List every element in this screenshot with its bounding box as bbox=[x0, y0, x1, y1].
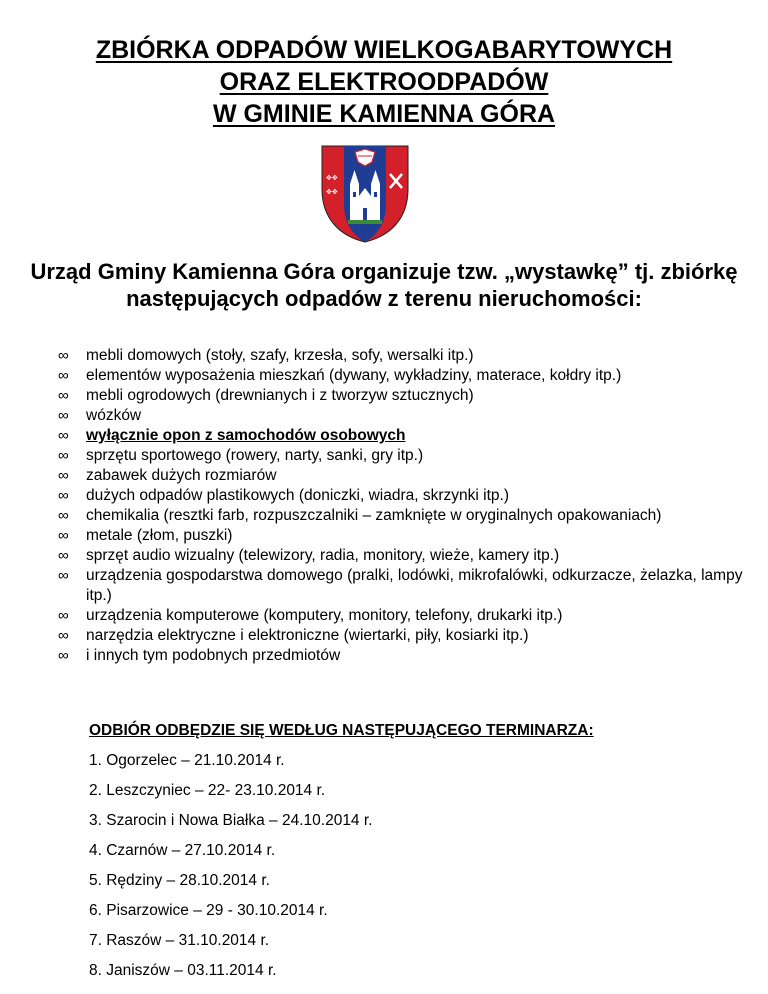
infinity-bullet-icon: ∞ bbox=[58, 627, 69, 644]
infinity-bullet-icon: ∞ bbox=[58, 427, 69, 444]
intro-text: Urząd Gminy Kamienna Góra organizuje tzw. „wystawkę” tj. zbiórkę następujących odpadów z terenu nieruchomości: bbox=[30, 259, 738, 311]
list-item bbox=[58, 646, 748, 666]
infinity-bullet-icon: ∞ bbox=[58, 507, 69, 524]
list-item bbox=[58, 386, 748, 406]
list-item bbox=[58, 346, 748, 366]
list-item-text: wyłącznie opon z samochodów osobowych bbox=[86, 427, 406, 444]
list-item bbox=[58, 626, 748, 646]
list-item bbox=[58, 546, 748, 566]
schedule-entry: 1. Ogorzelec – 21.10.2014 r. bbox=[89, 752, 285, 769]
list-item-text: zabawek dużych rozmiarów bbox=[86, 467, 277, 484]
infinity-bullet-icon: ∞ bbox=[58, 347, 69, 364]
list-item-text: sprzęt audio wizualny (telewizory, radia, monitory, wieże, kamery itp.) bbox=[86, 547, 560, 564]
svg-text:✥✥: ✥✥ bbox=[326, 174, 338, 182]
list-item bbox=[58, 426, 748, 446]
infinity-bullet-icon: ∞ bbox=[58, 547, 69, 564]
schedule-heading: ODBIÓR ODBĘDZIE SIĘ WEDŁUG NASTĘPUJĄCEGO TERMINARZA: bbox=[89, 722, 594, 739]
schedule-entry: 4. Czarnów – 27.10.2014 r. bbox=[89, 842, 276, 859]
list-item-text: dużych odpadów plastikowych (doniczki, wiadra, skrzynki itp.) bbox=[86, 487, 509, 504]
schedule-entry: 3. Szarocin i Nowa Białka – 24.10.2014 r. bbox=[89, 812, 373, 829]
list-item-text: wózków bbox=[86, 407, 142, 424]
schedule-entry: 6. Pisarzowice – 29 - 30.10.2014 r. bbox=[89, 902, 328, 919]
list-item bbox=[58, 366, 748, 386]
list-item-text: narzędzia elektryczne i elektroniczne (wiertarki, piły, kosiarki itp.) bbox=[86, 627, 529, 644]
list-item-text: chemikalia (resztki farb, rozpuszczalniki – zamknięte w oryginalnych opakowaniach) bbox=[86, 507, 662, 524]
schedule-entry: 5. Rędziny – 28.10.2014 r. bbox=[89, 872, 270, 889]
infinity-bullet-icon: ∞ bbox=[58, 527, 69, 544]
list-item bbox=[58, 606, 748, 626]
page-title bbox=[0, 34, 768, 130]
schedule-entry: 2. Leszczyniec – 22- 23.10.2014 r. bbox=[89, 782, 326, 799]
infinity-bullet-icon: ∞ bbox=[58, 487, 69, 504]
list-item-text: urządzenia komputerowe (komputery, monitory, telefony, drukarki itp.) bbox=[86, 607, 563, 624]
list-item-text: mebli domowych (stoły, szafy, krzesła, sofy, wersalki itp.) bbox=[86, 347, 474, 364]
infinity-bullet-icon: ∞ bbox=[58, 407, 69, 424]
list-item bbox=[58, 486, 748, 506]
list-item bbox=[58, 446, 748, 466]
schedule-entry: 8. Janiszów – 03.11.2014 r. bbox=[89, 962, 277, 979]
title-line-2: ORAZ ELEKTROODPADÓW bbox=[219, 68, 549, 96]
waste-items-list bbox=[58, 346, 748, 666]
title-line-1: ZBIÓRKA ODPADÓW WIELKOGABARYTOWYCH bbox=[95, 36, 673, 64]
schedule-entry: 7. Raszów – 31.10.2014 r. bbox=[89, 932, 270, 949]
list-item bbox=[58, 526, 748, 546]
list-item-text: metale (złom, puszki) bbox=[86, 527, 233, 544]
list-item-text: sprzętu sportowego (rowery, narty, sanki, gry itp.) bbox=[86, 447, 424, 464]
infinity-bullet-icon: ∞ bbox=[58, 567, 69, 584]
infinity-bullet-icon: ∞ bbox=[58, 607, 69, 624]
list-item-text: i innych tym podobnych przedmiotów bbox=[86, 647, 341, 664]
infinity-bullet-icon: ∞ bbox=[58, 447, 69, 464]
list-item-text: urządzenia gospodarstwa domowego (pralki, lodówki, mikrofalówki, odkurzacze, żelazka, lampy itp.) bbox=[86, 567, 743, 604]
title-line-3: W GMINIE KAMIENNA GÓRA bbox=[212, 100, 556, 128]
infinity-bullet-icon: ∞ bbox=[58, 647, 69, 664]
list-item bbox=[58, 506, 748, 526]
schedule-list bbox=[89, 752, 372, 992]
list-item bbox=[58, 466, 748, 486]
list-item-text: elementów wyposażenia mieszkań (dywany, wykładziny, materace, kołdry itp.) bbox=[86, 367, 622, 384]
svg-text:✥✥: ✥✥ bbox=[326, 188, 338, 196]
list-item bbox=[58, 406, 748, 426]
coat-of-arms-icon bbox=[320, 144, 410, 244]
list-item bbox=[58, 566, 748, 606]
infinity-bullet-icon: ∞ bbox=[58, 367, 69, 384]
infinity-bullet-icon: ∞ bbox=[58, 467, 69, 484]
list-item-text: mebli ogrodowych (drewnianych i z tworzyw sztucznych) bbox=[86, 387, 474, 404]
infinity-bullet-icon: ∞ bbox=[58, 387, 69, 404]
